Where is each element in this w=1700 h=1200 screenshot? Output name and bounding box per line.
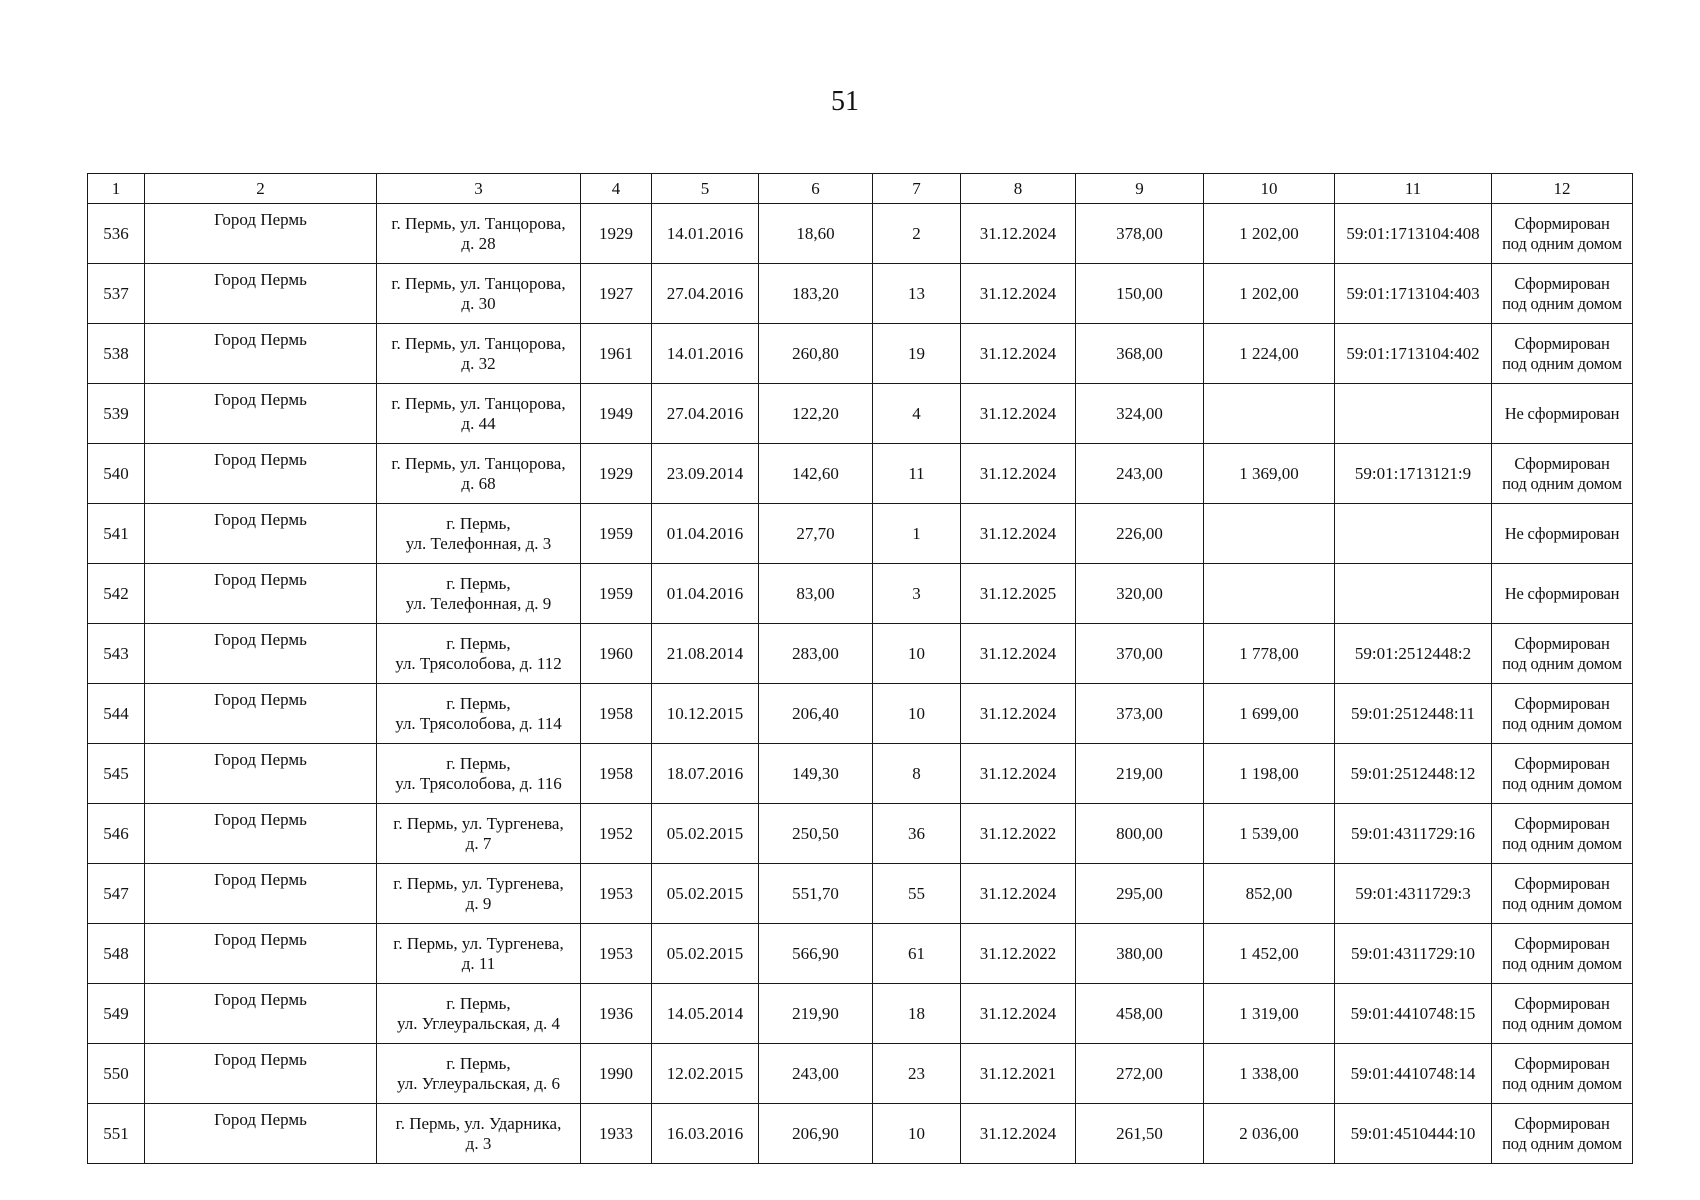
date-cell: 12.02.2015 — [652, 1044, 759, 1104]
address-line-1: г. Пермь, — [446, 993, 511, 1013]
address-cell — [377, 1104, 581, 1164]
municipality-cell: Город Пермь — [145, 924, 377, 984]
table-row — [88, 1104, 1633, 1164]
column-header-5: 5 — [652, 174, 759, 204]
cadastral-number-cell — [1335, 564, 1492, 624]
cadastral-number-cell: 59:01:1713104:403 — [1335, 264, 1492, 324]
address-line-2: д. 11 — [461, 953, 496, 973]
address-line-1: г. Пермь, — [446, 693, 511, 713]
land-area-cell: 1 202,00 — [1204, 204, 1335, 264]
status-line-1: Сформирован — [1514, 753, 1610, 773]
land-area-cell: 1 319,00 — [1204, 984, 1335, 1044]
row-number: 549 — [88, 984, 145, 1044]
deadline-cell: 31.12.2024 — [961, 444, 1076, 504]
table-row — [88, 444, 1633, 504]
status-line-2: под одним домом — [1502, 1133, 1622, 1153]
header-row — [88, 174, 1633, 204]
status-line-2: под одним домом — [1502, 893, 1622, 913]
deadline-cell: 31.12.2024 — [961, 204, 1076, 264]
address-line-1: г. Пермь, ул. Танцорова, — [391, 213, 566, 233]
address-cell — [377, 1044, 581, 1104]
address-line-2: д. 3 — [465, 1133, 492, 1153]
row-number: 538 — [88, 324, 145, 384]
address-cell — [377, 324, 581, 384]
address-cell — [377, 864, 581, 924]
table-row — [88, 624, 1633, 684]
area-cell: 149,30 — [759, 744, 873, 804]
status-cell — [1492, 264, 1633, 324]
count-cell: 2 — [873, 204, 961, 264]
address-cell — [377, 504, 581, 564]
column-header-11: 11 — [1335, 174, 1492, 204]
address-line-2: ул. Трясолобова, д. 116 — [395, 773, 562, 793]
date-cell: 27.04.2016 — [652, 384, 759, 444]
build-year-cell: 1929 — [581, 444, 652, 504]
value-cell: 226,00 — [1076, 504, 1204, 564]
address-cell — [377, 624, 581, 684]
row-number: 547 — [88, 864, 145, 924]
address-line-2: ул. Трясолобова, д. 114 — [395, 713, 562, 733]
municipality-cell: Город Пермь — [145, 564, 377, 624]
count-cell: 13 — [873, 264, 961, 324]
address-cell — [377, 384, 581, 444]
row-number: 542 — [88, 564, 145, 624]
status-cell — [1492, 864, 1633, 924]
date-cell: 01.04.2016 — [652, 504, 759, 564]
municipality-cell: Город Пермь — [145, 324, 377, 384]
address-cell — [377, 204, 581, 264]
date-cell: 14.05.2014 — [652, 984, 759, 1044]
table-row — [88, 744, 1633, 804]
cadastral-number-cell: 59:01:4311729:16 — [1335, 804, 1492, 864]
municipality-cell: Город Пермь — [145, 804, 377, 864]
municipality-cell: Город Пермь — [145, 624, 377, 684]
table-row — [88, 924, 1633, 984]
value-cell: 378,00 — [1076, 204, 1204, 264]
cadastral-number-cell: 59:01:4410748:14 — [1335, 1044, 1492, 1104]
address-line-2: д. 7 — [465, 833, 492, 853]
status-line-1: Сформирован — [1514, 333, 1610, 353]
column-header-3: 3 — [377, 174, 581, 204]
cadastral-number-cell: 59:01:2512448:11 — [1335, 684, 1492, 744]
address-line-2: ул. Углеуральская, д. 6 — [397, 1073, 560, 1093]
status-cell — [1492, 744, 1633, 804]
status-line-1: Сформирован — [1514, 1113, 1610, 1133]
column-header-4: 4 — [581, 174, 652, 204]
value-cell: 324,00 — [1076, 384, 1204, 444]
address-cell — [377, 924, 581, 984]
area-cell: 206,40 — [759, 684, 873, 744]
row-number: 536 — [88, 204, 145, 264]
table-row — [88, 984, 1633, 1044]
municipality-cell: Город Пермь — [145, 504, 377, 564]
land-area-cell: 1 369,00 — [1204, 444, 1335, 504]
status-cell: Не сформирован — [1492, 504, 1633, 564]
address-line-1: г. Пермь, — [446, 573, 511, 593]
status-line-2: под одним домом — [1502, 1013, 1622, 1033]
address-line-2: д. 68 — [461, 473, 496, 493]
address-cell — [377, 744, 581, 804]
row-number: 544 — [88, 684, 145, 744]
row-number: 550 — [88, 1044, 145, 1104]
status-cell: Не сформирован — [1492, 564, 1633, 624]
address-cell — [377, 564, 581, 624]
status-line-2: под одним домом — [1502, 713, 1622, 733]
row-number: 539 — [88, 384, 145, 444]
status-cell — [1492, 324, 1633, 384]
area-cell: 283,00 — [759, 624, 873, 684]
table-row — [88, 324, 1633, 384]
count-cell: 4 — [873, 384, 961, 444]
cadastral-number-cell: 59:01:4311729:3 — [1335, 864, 1492, 924]
address-line-1: г. Пермь, — [446, 633, 511, 653]
address-line-1: г. Пермь, ул. Тургенева, — [393, 813, 564, 833]
date-cell: 01.04.2016 — [652, 564, 759, 624]
address-line-2: д. 44 — [461, 413, 496, 433]
column-header-10: 10 — [1204, 174, 1335, 204]
column-header-2: 2 — [145, 174, 377, 204]
address-line-2: ул. Телефонная, д. 9 — [405, 593, 552, 613]
cadastral-number-cell — [1335, 384, 1492, 444]
land-area-cell: 1 778,00 — [1204, 624, 1335, 684]
land-area-cell: 1 539,00 — [1204, 804, 1335, 864]
status-line-1: Сформирован — [1514, 633, 1610, 653]
address-cell — [377, 264, 581, 324]
build-year-cell: 1959 — [581, 504, 652, 564]
page-number: 51 — [831, 86, 859, 117]
value-cell: 370,00 — [1076, 624, 1204, 684]
value-cell: 243,00 — [1076, 444, 1204, 504]
count-cell: 10 — [873, 1104, 961, 1164]
value-cell: 373,00 — [1076, 684, 1204, 744]
column-header-6: 6 — [759, 174, 873, 204]
address-cell — [377, 444, 581, 504]
status-line-1: Сформирован — [1514, 693, 1610, 713]
count-cell: 61 — [873, 924, 961, 984]
status-line-2: под одним домом — [1502, 293, 1622, 313]
housing-table-container — [87, 173, 1632, 1164]
cadastral-number-cell: 59:01:4311729:10 — [1335, 924, 1492, 984]
address-cell — [377, 804, 581, 864]
value-cell: 219,00 — [1076, 744, 1204, 804]
table-row — [88, 864, 1633, 924]
build-year-cell: 1990 — [581, 1044, 652, 1104]
count-cell: 10 — [873, 684, 961, 744]
row-number: 545 — [88, 744, 145, 804]
value-cell: 272,00 — [1076, 1044, 1204, 1104]
status-cell — [1492, 204, 1633, 264]
status-line-2: под одним домом — [1502, 773, 1622, 793]
count-cell: 18 — [873, 984, 961, 1044]
build-year-cell: 1960 — [581, 624, 652, 684]
cadastral-number-cell: 59:01:2512448:12 — [1335, 744, 1492, 804]
municipality-cell: Город Пермь — [145, 744, 377, 804]
table-row — [88, 384, 1633, 444]
date-cell: 23.09.2014 — [652, 444, 759, 504]
deadline-cell: 31.12.2024 — [961, 1104, 1076, 1164]
municipality-cell: Город Пермь — [145, 444, 377, 504]
status-line-2: под одним домом — [1502, 353, 1622, 373]
build-year-cell: 1953 — [581, 864, 652, 924]
value-cell: 261,50 — [1076, 1104, 1204, 1164]
table-row — [88, 264, 1633, 324]
status-line-2: под одним домом — [1502, 473, 1622, 493]
area-cell: 250,50 — [759, 804, 873, 864]
area-cell: 27,70 — [759, 504, 873, 564]
deadline-cell: 31.12.2024 — [961, 744, 1076, 804]
municipality-cell: Город Пермь — [145, 984, 377, 1044]
row-number: 551 — [88, 1104, 145, 1164]
deadline-cell: 31.12.2024 — [961, 624, 1076, 684]
status-line-2: под одним домом — [1502, 1073, 1622, 1093]
address-line-1: г. Пермь, ул. Танцорова, — [391, 393, 566, 413]
status-line-1: Сформирован — [1514, 273, 1610, 293]
status-line-2: под одним домом — [1502, 953, 1622, 973]
date-cell: 10.12.2015 — [652, 684, 759, 744]
deadline-cell: 31.12.2024 — [961, 324, 1076, 384]
column-header-12: 12 — [1492, 174, 1633, 204]
address-line-1: г. Пермь, — [446, 1053, 511, 1073]
cadastral-number-cell — [1335, 504, 1492, 564]
status-cell — [1492, 624, 1633, 684]
status-line-1: Сформирован — [1514, 993, 1610, 1013]
build-year-cell: 1953 — [581, 924, 652, 984]
table-row — [88, 204, 1633, 264]
deadline-cell: 31.12.2025 — [961, 564, 1076, 624]
count-cell: 55 — [873, 864, 961, 924]
table-body — [88, 204, 1633, 1164]
table-row — [88, 1044, 1633, 1104]
address-line-2: ул. Углеуральская, д. 4 — [397, 1013, 560, 1033]
deadline-cell: 31.12.2024 — [961, 384, 1076, 444]
municipality-cell: Город Пермь — [145, 264, 377, 324]
build-year-cell: 1949 — [581, 384, 652, 444]
date-cell: 05.02.2015 — [652, 804, 759, 864]
address-cell — [377, 984, 581, 1044]
table-row — [88, 684, 1633, 744]
status-cell — [1492, 1104, 1633, 1164]
address-line-2: д. 28 — [461, 233, 496, 253]
cadastral-number-cell: 59:01:1713121:9 — [1335, 444, 1492, 504]
column-header-9: 9 — [1076, 174, 1204, 204]
deadline-cell: 31.12.2024 — [961, 984, 1076, 1044]
municipality-cell: Город Пермь — [145, 1104, 377, 1164]
cadastral-number-cell: 59:01:1713104:402 — [1335, 324, 1492, 384]
land-area-cell: 1 338,00 — [1204, 1044, 1335, 1104]
area-cell: 18,60 — [759, 204, 873, 264]
deadline-cell: 31.12.2022 — [961, 924, 1076, 984]
address-line-2: д. 32 — [461, 353, 496, 373]
land-area-cell — [1204, 564, 1335, 624]
status-cell — [1492, 444, 1633, 504]
status-line-1: Сформирован — [1514, 213, 1610, 233]
build-year-cell: 1961 — [581, 324, 652, 384]
value-cell: 295,00 — [1076, 864, 1204, 924]
area-cell: 83,00 — [759, 564, 873, 624]
value-cell: 368,00 — [1076, 324, 1204, 384]
status-line-1: Сформирован — [1514, 813, 1610, 833]
build-year-cell: 1933 — [581, 1104, 652, 1164]
build-year-cell: 1958 — [581, 744, 652, 804]
status-cell — [1492, 684, 1633, 744]
count-cell: 1 — [873, 504, 961, 564]
municipality-cell: Город Пермь — [145, 1044, 377, 1104]
address-line-2: ул. Телефонная, д. 3 — [405, 533, 552, 553]
address-line-1: г. Пермь, ул. Ударника, — [395, 1113, 562, 1133]
table-row — [88, 804, 1633, 864]
area-cell: 122,20 — [759, 384, 873, 444]
status-line-2: под одним домом — [1502, 653, 1622, 673]
land-area-cell — [1204, 384, 1335, 444]
status-line-1: Сформирован — [1514, 873, 1610, 893]
deadline-cell: 31.12.2024 — [961, 264, 1076, 324]
cadastral-number-cell: 59:01:2512448:2 — [1335, 624, 1492, 684]
status-cell — [1492, 924, 1633, 984]
row-number: 548 — [88, 924, 145, 984]
column-header-8: 8 — [961, 174, 1076, 204]
area-cell: 142,60 — [759, 444, 873, 504]
count-cell: 3 — [873, 564, 961, 624]
build-year-cell: 1927 — [581, 264, 652, 324]
address-line-2: д. 30 — [461, 293, 496, 313]
area-cell: 551,70 — [759, 864, 873, 924]
address-line-1: г. Пермь, ул. Танцорова, — [391, 453, 566, 473]
value-cell: 150,00 — [1076, 264, 1204, 324]
municipality-cell: Город Пермь — [145, 384, 377, 444]
date-cell: 14.01.2016 — [652, 324, 759, 384]
status-line-1: Сформирован — [1514, 453, 1610, 473]
land-area-cell: 2 036,00 — [1204, 1104, 1335, 1164]
build-year-cell: 1936 — [581, 984, 652, 1044]
land-area-cell: 1 202,00 — [1204, 264, 1335, 324]
date-cell: 14.01.2016 — [652, 204, 759, 264]
count-cell: 36 — [873, 804, 961, 864]
date-cell: 18.07.2016 — [652, 744, 759, 804]
cadastral-number-cell: 59:01:4510444:10 — [1335, 1104, 1492, 1164]
date-cell: 27.04.2016 — [652, 264, 759, 324]
address-line-1: г. Пермь, ул. Тургенева, — [393, 933, 564, 953]
value-cell: 800,00 — [1076, 804, 1204, 864]
address-line-1: г. Пермь, ул. Танцорова, — [391, 333, 566, 353]
row-number: 543 — [88, 624, 145, 684]
address-line-2: ул. Трясолобова, д. 112 — [395, 653, 562, 673]
count-cell: 10 — [873, 624, 961, 684]
row-number: 540 — [88, 444, 145, 504]
municipality-cell: Город Пермь — [145, 684, 377, 744]
cadastral-number-cell: 59:01:4410748:15 — [1335, 984, 1492, 1044]
deadline-cell: 31.12.2022 — [961, 804, 1076, 864]
land-area-cell: 1 224,00 — [1204, 324, 1335, 384]
land-area-cell — [1204, 504, 1335, 564]
area-cell: 260,80 — [759, 324, 873, 384]
row-number: 546 — [88, 804, 145, 864]
value-cell: 320,00 — [1076, 564, 1204, 624]
deadline-cell: 31.12.2024 — [961, 504, 1076, 564]
deadline-cell: 31.12.2021 — [961, 1044, 1076, 1104]
address-line-2: д. 9 — [465, 893, 492, 913]
housing-table — [87, 173, 1633, 1164]
row-number: 541 — [88, 504, 145, 564]
status-cell — [1492, 1044, 1633, 1104]
row-number: 537 — [88, 264, 145, 324]
municipality-cell: Город Пермь — [145, 204, 377, 264]
table-row — [88, 504, 1633, 564]
status-line-1: Сформирован — [1514, 1053, 1610, 1073]
deadline-cell: 31.12.2024 — [961, 684, 1076, 744]
value-cell: 458,00 — [1076, 984, 1204, 1044]
date-cell: 16.03.2016 — [652, 1104, 759, 1164]
status-line-2: под одним домом — [1502, 233, 1622, 253]
status-cell — [1492, 804, 1633, 864]
column-header-1: 1 — [88, 174, 145, 204]
address-line-1: г. Пермь, ул. Тургенева, — [393, 873, 564, 893]
status-cell: Не сформирован — [1492, 384, 1633, 444]
date-cell: 21.08.2014 — [652, 624, 759, 684]
status-line-2: под одним домом — [1502, 833, 1622, 853]
column-header-7: 7 — [873, 174, 961, 204]
status-cell — [1492, 984, 1633, 1044]
date-cell: 05.02.2015 — [652, 864, 759, 924]
count-cell: 19 — [873, 324, 961, 384]
address-line-1: г. Пермь, ул. Танцорова, — [391, 273, 566, 293]
count-cell: 11 — [873, 444, 961, 504]
land-area-cell: 1 198,00 — [1204, 744, 1335, 804]
status-line-1: Сформирован — [1514, 933, 1610, 953]
area-cell: 219,90 — [759, 984, 873, 1044]
deadline-cell: 31.12.2024 — [961, 864, 1076, 924]
build-year-cell: 1959 — [581, 564, 652, 624]
area-cell: 183,20 — [759, 264, 873, 324]
address-cell — [377, 684, 581, 744]
address-line-1: г. Пермь, — [446, 753, 511, 773]
value-cell: 380,00 — [1076, 924, 1204, 984]
table-row — [88, 564, 1633, 624]
build-year-cell: 1929 — [581, 204, 652, 264]
date-cell: 05.02.2015 — [652, 924, 759, 984]
table-header — [88, 174, 1633, 204]
land-area-cell: 1 699,00 — [1204, 684, 1335, 744]
land-area-cell: 852,00 — [1204, 864, 1335, 924]
land-area-cell: 1 452,00 — [1204, 924, 1335, 984]
area-cell: 566,90 — [759, 924, 873, 984]
area-cell: 206,90 — [759, 1104, 873, 1164]
build-year-cell: 1958 — [581, 684, 652, 744]
count-cell: 23 — [873, 1044, 961, 1104]
municipality-cell: Город Пермь — [145, 864, 377, 924]
address-line-1: г. Пермь, — [446, 513, 511, 533]
count-cell: 8 — [873, 744, 961, 804]
build-year-cell: 1952 — [581, 804, 652, 864]
cadastral-number-cell: 59:01:1713104:408 — [1335, 204, 1492, 264]
area-cell: 243,00 — [759, 1044, 873, 1104]
